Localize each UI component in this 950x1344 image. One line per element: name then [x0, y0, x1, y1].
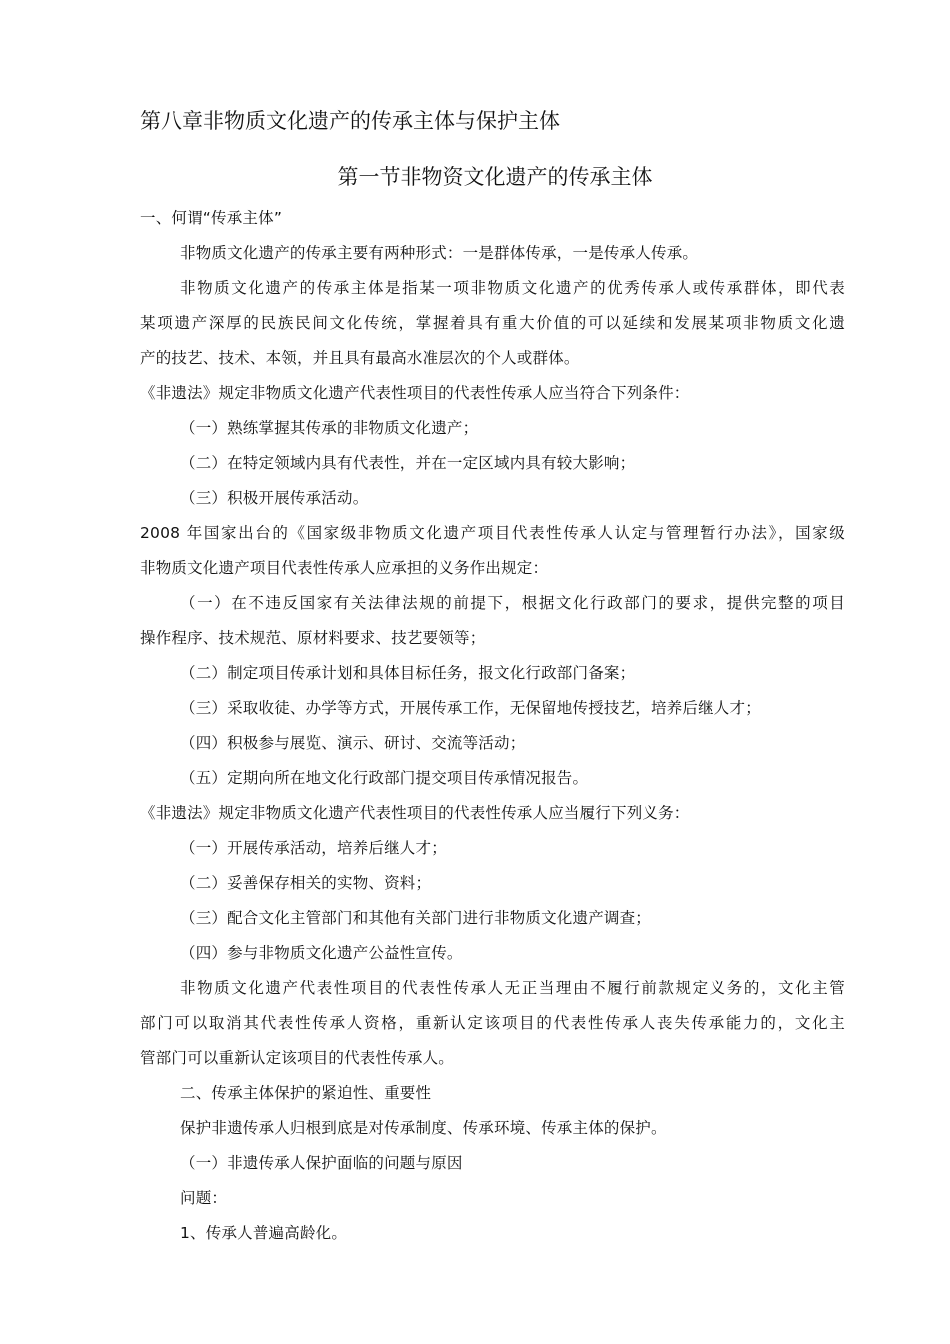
list-item: （一）开展传承活动，培养后继人才； [180, 839, 447, 857]
list-item: （二）制定项目传承计划和具体目标任务，报文化行政部门备案； [180, 664, 636, 682]
heading-what-is-subject: 一、何谓“传承主体” [140, 209, 283, 227]
paragraph-line: 2008 年国家出台的《国家级非物质文化遗产项目代表性传承人认定与管理暂行办法》，国家级 [140, 524, 845, 542]
label-problems: 问题： [180, 1189, 228, 1207]
list-item: （二）妥善保存相关的实物、资料； [180, 874, 432, 892]
list-item: （一）在不违反国家有关法律法规的前提下，根据文化行政部门的要求，提供完整的项目 [180, 594, 845, 612]
paragraph-line: 某项遗产深厚的民族民间文化传统，掌握着具有重大价值的可以延续和发展某项非物质文化遗 [140, 314, 845, 332]
list-item: （五）定期向所在地文化行政部门提交项目传承情况报告。 [180, 769, 589, 787]
paragraph-line: 非物质文化遗产代表性项目的代表性传承人无正当理由不履行前款规定义务的，文化主管 [180, 979, 845, 997]
list-item: （三）积极开展传承活动。 [180, 489, 369, 507]
paragraph-line: 管部门可以重新认定该项目的代表性传承人。 [140, 1049, 455, 1067]
list-item: （四）参与非物质文化遗产公益性宣传。 [180, 944, 463, 962]
list-item: （三）配合文化主管部门和其他有关部门进行非物质文化遗产调查； [180, 909, 652, 927]
paragraph-line: 《非遗法》规定非物质文化遗产代表性项目的代表性传承人应当履行下列义务： [140, 804, 690, 822]
paragraph-line: 产的技艺、技术、本领，并且具有最高水准层次的个人或群体。 [140, 349, 580, 367]
paragraph-line: 非物质文化遗产项目代表性传承人应承担的义务作出规定： [140, 559, 549, 577]
subheading-urgency: 二、传承主体保护的紧迫性、重要性 [180, 1084, 432, 1102]
list-item: （三）采取收徒、办学等方式，开展传承工作，无保留地传授技艺，培养后继人才； [180, 699, 761, 717]
paragraph-line: 非物质文化遗产的传承主要有两种形式：一是群体传承，一是传承人传承。 [180, 244, 699, 262]
section-title: 第一节非物资文化遗产的传承主体 [337, 165, 653, 189]
list-item: （一）熟练掌握其传承的非物质文化遗产； [180, 419, 479, 437]
list-item: 操作程序、技术规范、原材料要求、技艺要领等； [140, 629, 486, 647]
paragraph-line: 部门可以取消其代表性传承人资格，重新认定该项目的代表性传承人丧失传承能力的，文化主 [140, 1014, 845, 1032]
chapter-title: 第八章非物质文化遗产的传承主体与保护主体 [140, 109, 560, 133]
list-item: 1、传承人普遍高龄化。 [180, 1224, 348, 1242]
list-item: （二）在特定领域内具有代表性，并在一定区域内具有较大影响； [180, 454, 636, 472]
paragraph-line: 保护非遗传承人归根到底是对传承制度、传承环境、传承主体的保护。 [180, 1119, 667, 1137]
paragraph-line: 《非遗法》规定非物质文化遗产代表性项目的代表性传承人应当符合下列条件： [140, 384, 690, 402]
list-item: （四）积极参与展览、演示、研讨、交流等活动； [180, 734, 526, 752]
subheading-problems: （一）非遗传承人保护面临的问题与原因 [180, 1154, 463, 1172]
paragraph-line: 非物质文化遗产的传承主体是指某一项非物质文化遗产的优秀传承人或传承群体，即代表 [180, 279, 845, 297]
